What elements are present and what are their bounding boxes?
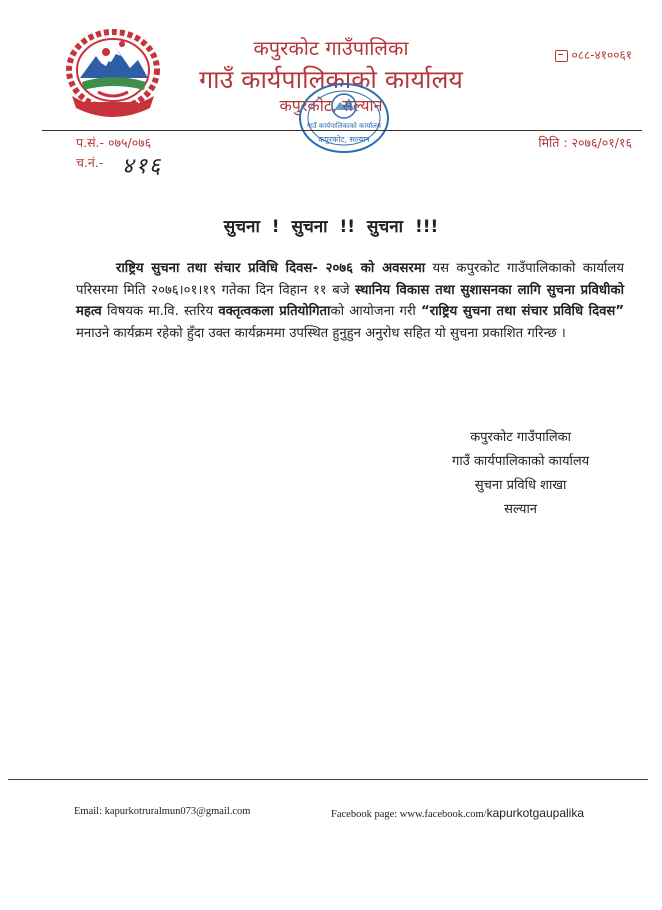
- footer-divider: [8, 779, 648, 780]
- footer-facebook-prefix: Facebook page: www.facebook.com/: [331, 809, 487, 820]
- notice-body-segment: राष्ट्रिय सुचना तथा संचार प्रविधि दिवस- २०७६ को अवसरमा: [116, 261, 426, 276]
- letterhead-phone: [555, 46, 633, 63]
- letterhead-municipality-name: कपुरकोट गाउँपालिका: [253, 36, 409, 60]
- stamp-bottom-text: कपुरकोट, सल्यान: [318, 135, 370, 144]
- letterhead-office-name: गाउँ कार्यपालिकाको कार्यालय: [199, 65, 463, 94]
- notice-title: सुचना ! सुचना !! सुचना !!!: [223, 217, 439, 237]
- notice-body-segment: मनाउने कार्यक्रम रहेको हुँदा उक्त कार्यक्रममा उपस्थित हुनुहुन अनुरोध सहित यो सुचना प्रकाशित गरिन्छ ।: [76, 325, 566, 341]
- notice-body: [76, 258, 624, 344]
- signature-district: सल्यान: [504, 502, 538, 517]
- signature-office: गाउँ कार्यपालिकाको कार्यालय: [452, 454, 590, 469]
- header-divider: [42, 130, 642, 131]
- signature-block: [452, 426, 589, 522]
- dispatch-number-handwritten: ४१६: [122, 154, 163, 179]
- footer-facebook-handle: kapurkotgaupalika: [486, 806, 585, 820]
- phone-number: ०८८-४१००६१: [571, 48, 632, 62]
- notice-body-segment: “राष्ट्रिय सुचना तथा संचार प्रविधि दिवस”: [421, 304, 625, 319]
- letter-date: मिति : २०७६/०१/१६: [538, 135, 632, 150]
- dispatch-number-label: च.नं.-: [76, 155, 104, 170]
- notice-body-segment: को आयोजना गरी: [330, 304, 422, 319]
- office-stamp: [296, 80, 392, 156]
- notice-body-segment: स्थानिय विकास तथा सुशासनका लागि सुचना प्रविधीको महत्व: [76, 282, 624, 319]
- notice-body-segment: यस कपुरकोट गाउँपालिकाको कार्यालय परिसरमा मिति २०७६।०१।१९ गतेका दिन विहान ११ बजे: [76, 261, 624, 298]
- phone-icon: [555, 50, 568, 62]
- fiscal-year-reference: प.सं.- ०७५/०७६: [76, 135, 152, 150]
- footer-facebook: [331, 806, 584, 820]
- footer-email: Email: kapurkotruralmun073@gmail.com: [74, 806, 251, 817]
- signature-section: सुचना प्रविधि शाखा: [474, 478, 567, 493]
- signature-municipality: कपुरकोट गाउँपालिका: [470, 430, 572, 445]
- notice-body-segment: वक्तृत्वकला प्रतियोगिता: [218, 304, 331, 319]
- letterhead-address: कपुरकोट, सल्यान: [279, 96, 383, 115]
- stamp-middle-text: गाउँ कार्यपालिकाको कार्यालय: [307, 122, 381, 130]
- notice-body-segment: विषयक मा.वि. स्तरिय: [101, 304, 219, 319]
